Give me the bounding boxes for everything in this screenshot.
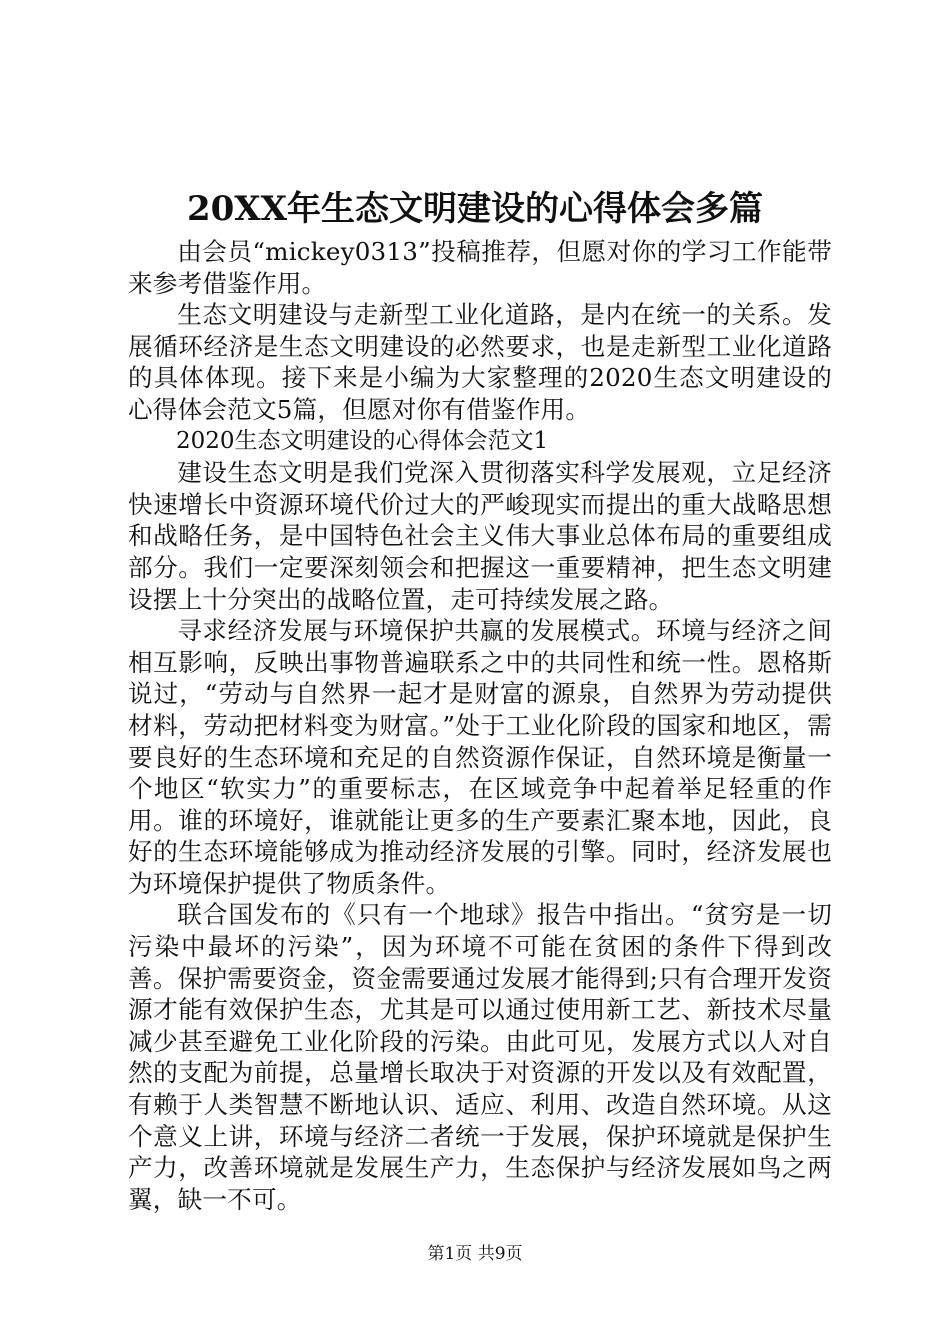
body-paragraph: 寻求经济发展与环境保护共赢的发展模式。环境与经济之间相互影响，反映出事物普遍联系之中的共同性和统一性。恩格斯说过，“劳动与自然界一起才是财富的源泉，自然界为劳动提供材料，劳动把材料变为财富。”处于工业化阶段的国家和地区，需要良好的生态环境和充足的自然资源作保证，自然环境是衡量一个地区“软实力”的重要标志，在区域竞争中起着举足轻重的作用。谁的环境好，谁就能让更多的生产要素汇聚本地，因此，良好的生态环境能够成为推动经济发展的引擎。同时，经济发展也为环境保护提供了物质条件。 — [128, 616, 832, 898]
body-paragraph: 联合国发布的《只有一个地球》报告中指出。“贫穷是一切污染中最坏的污染”，因为环境不可能在贫困的条件下得到改善。保护需要资金，资金需要通过发展才能得到;只有合理开发资源才能有效保护生态，尤其是可以通过使用新工艺、新技术尽量减少甚至避免工业化阶段的污染。由此可见，发展方式以人对自然的支配为前提，总量增长取决于对资源的开发以及有效配置，有赖于人类智慧不断地认识、适应、利用、改造自然环境。从这个意义上讲，环境与经济二者统一于发展，保护环境就是保护生产力，改善环境就是发展生产力，生态保护与经济发展如鸟之两翼，缺一不可。 — [128, 900, 832, 1214]
intro-paragraph: 生态文明建设与走新型工业化道路，是内在统一的关系。发展循环经济是生态文明建设的必然要求，也是走新型工业化道路的具体体现。接下来是小编为大家整理的2020生态文明建设的心得体会范文5篇，但愿对你有借鉴作用。 — [128, 300, 832, 424]
section-heading: 2020生态文明建设的心得体会范文1 — [176, 427, 549, 454]
intro-paragraph: 由会员“mickey0313”投稿推荐，但愿对你的学习工作能带来参考借鉴作用。 — [128, 237, 832, 298]
document-body — [128, 236, 832, 1215]
body-paragraph: 建设生态文明是我们党深入贯彻落实科学发展观，立足经济快速增长中资源环境代价过大的严峻现实而提出的重大战略思想和战略任务，是中国特色社会主义伟大事业总体布局的重要组成部分。我们一定要深刻领会和把握这一重要精神，把生态文明建设摆上十分突出的战略位置，走可持续发展之路。 — [128, 458, 832, 614]
page-footer: 第1页 共9页 — [427, 1244, 523, 1264]
document-title: 20XX年生态文明建设的心得体会多篇 — [186, 189, 764, 229]
